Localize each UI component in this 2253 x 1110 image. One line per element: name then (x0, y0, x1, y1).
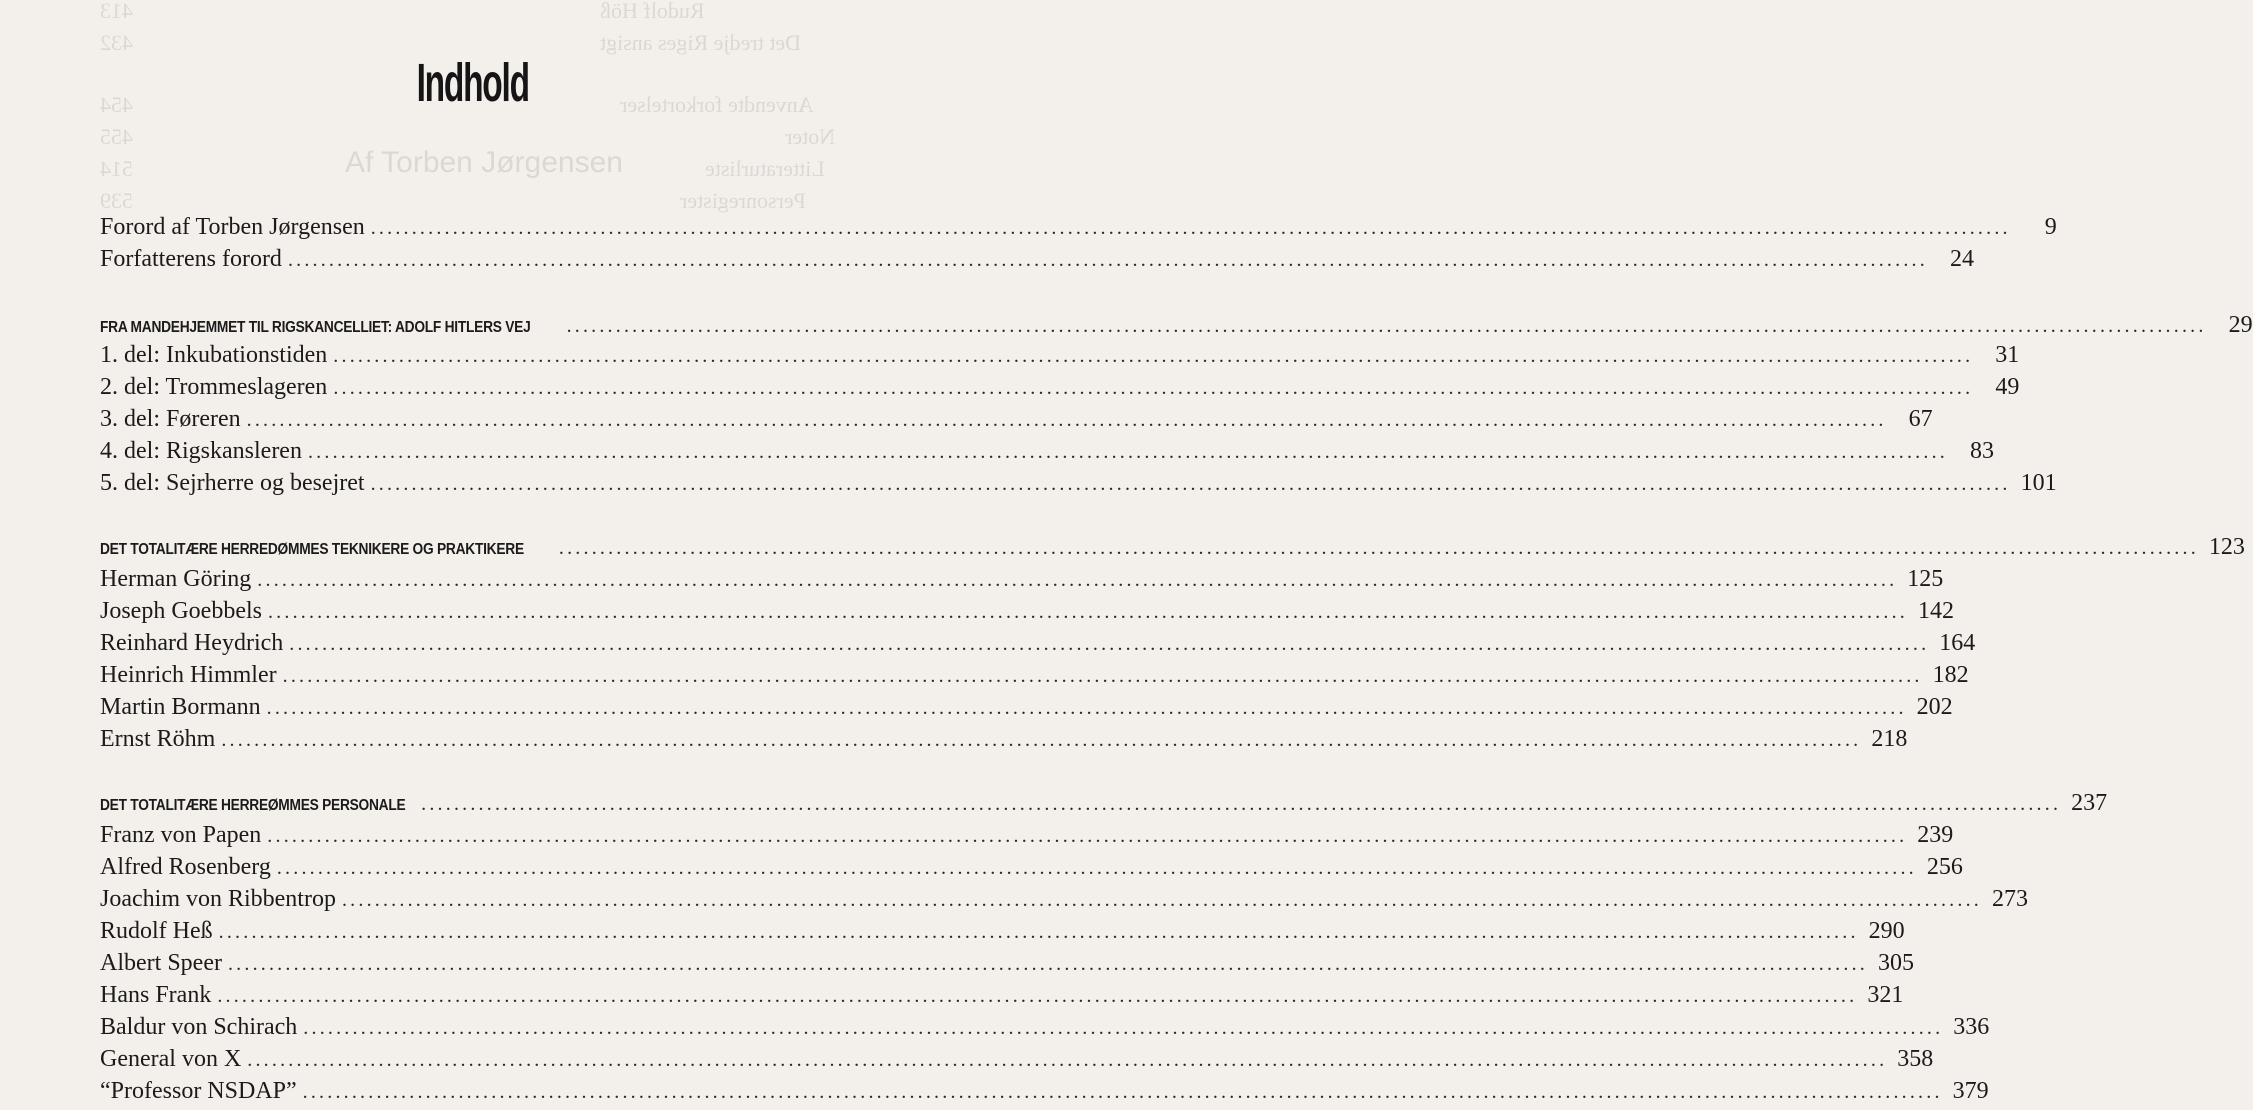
toc-label: General von X (100, 1046, 242, 1072)
dot-leader: ........................................................................................................................................................................................................ (267, 825, 1908, 847)
dot-leader: ........................................................................................................................................................................................................ (276, 857, 1917, 879)
show-through-line: Litteraturliste (705, 156, 825, 181)
toc-label: Forord af Torben Jørgensen (100, 214, 365, 240)
show-through-line: Personregister (680, 188, 806, 213)
dot-leader: ........................................................................................................................................................................................................ (558, 537, 2199, 559)
toc-entry (100, 854, 1963, 886)
toc-label: Franz von Papen (100, 822, 262, 848)
toc-label: Alfred Rosenberg (100, 854, 271, 880)
toc-label: Rudolf Heß (100, 918, 213, 944)
toc-entry (100, 566, 1944, 598)
toc-label: 2. del: Trommeslageren (100, 374, 328, 400)
dot-leader: ........................................................................................................................................................................................................ (227, 953, 1868, 975)
toc-entry (100, 950, 1914, 982)
show-through-line: Rudolf Höß (600, 0, 705, 23)
toc-label: FRA MANDEHJEMMET TIL RIGSKANCELLIET: ADOLF HITLERS VEJ (100, 319, 531, 336)
toc-entry (100, 694, 1953, 726)
toc-page-number: 202 (1916, 694, 1953, 720)
show-through-page: 432 (100, 30, 133, 55)
page-title: Indhold (416, 53, 529, 113)
dot-leader: ........................................................................................................................................................................................................ (421, 793, 2062, 815)
show-through-line: Det tredje Riges ansigt (600, 30, 802, 55)
toc-entry (100, 342, 2020, 374)
toc-label: Martin Bormann (100, 694, 261, 720)
toc-entry (100, 470, 2057, 502)
toc-label: Hans Frank (100, 982, 212, 1008)
toc-label: 1. del: Inkubationstiden (100, 342, 328, 368)
dot-leader: ........................................................................................................................................................................................................ (266, 697, 1907, 719)
toc-entry (100, 438, 1994, 470)
toc-label: Herman Göring (100, 566, 252, 592)
toc-label: 4. del: Rigskansleren (100, 438, 302, 464)
toc-entry (100, 1014, 1990, 1046)
toc-entry (100, 214, 2057, 246)
toc-page-number: 358 (1897, 1046, 1934, 1072)
toc-page-number: 321 (1867, 982, 1904, 1008)
toc-page-number: 237 (2071, 790, 2108, 816)
toc-page-number: 125 (1907, 566, 1944, 592)
toc-section-heading (100, 534, 2245, 566)
dot-leader: ........................................................................................................................................................................................................ (218, 921, 1859, 943)
toc-page-number: 290 (1868, 918, 1905, 944)
dot-leader: ........................................................................................................................................................................................................ (307, 441, 1948, 463)
show-through-page: 455 (100, 124, 133, 149)
dot-leader: ........................................................................................................................................................................................................ (267, 601, 1908, 623)
dot-leader: ........................................................................................................................................................................................................ (333, 377, 1974, 399)
toc-page-number: 101 (2020, 470, 2057, 496)
toc-page-number: 182 (1932, 662, 1969, 688)
toc-label: DET TOTALITÆRE HERREØMMES PERSONALE (100, 797, 406, 814)
toc-page-number: 218 (1871, 726, 1908, 752)
toc-entry (100, 982, 1904, 1014)
toc-entry (100, 406, 1933, 438)
toc-page-number: 164 (1939, 630, 1976, 656)
toc-page-number: 24 (1949, 246, 1974, 272)
dot-leader: ........................................................................................................................................................................................................ (302, 1081, 1943, 1103)
toc-entry (100, 886, 2028, 918)
dot-leader: ........................................................................................................................................................................................................ (370, 217, 2011, 239)
dot-leader: ........................................................................................................................................................................................................ (370, 473, 2011, 495)
toc-label: Forfatterens forord (100, 246, 282, 272)
dot-leader: ........................................................................................................................................................................................................ (221, 729, 1862, 751)
show-through-page: 539 (100, 188, 133, 213)
show-through-page: 413 (100, 0, 133, 23)
toc-label: 3. del: Føreren (100, 406, 241, 432)
toc-entry (100, 1078, 1989, 1110)
dot-leader: ........................................................................................................................................................................................................ (287, 249, 1928, 271)
dot-leader: ........................................................................................................................................................................................................ (282, 665, 1923, 687)
dot-leader: ........................................................................................................................................................................................................ (217, 985, 1858, 1007)
toc-page-number: 123 (2208, 534, 2245, 560)
toc-label: Albert Speer (100, 950, 222, 976)
show-through-heading: Af Torben Jørgensen (345, 146, 623, 179)
show-through-line: Anvendte forkortelser (620, 92, 814, 117)
toc-label: Joseph Goebbels (100, 598, 262, 624)
dot-leader: ........................................................................................................................................................................................................ (246, 409, 1887, 431)
toc-entry (100, 630, 1976, 662)
toc-label: Reinhard Heydrich (100, 630, 284, 656)
dot-leader: ........................................................................................................................................................................................................ (341, 889, 1982, 911)
toc-section-heading (100, 790, 2108, 822)
toc-label: Baldur von Schirach (100, 1014, 298, 1040)
dot-leader: ........................................................................................................................................................................................................ (303, 1017, 1944, 1039)
dot-leader: ........................................................................................................................................................................................................ (257, 569, 1898, 591)
toc-page-number: 273 (1991, 886, 2028, 912)
toc-label: Joachim von Ribbentrop (100, 886, 336, 912)
dot-leader: ........................................................................................................................................................................................................ (289, 633, 1930, 655)
toc-entry (100, 246, 1974, 278)
show-through-page: 454 (100, 92, 133, 117)
toc-page-number: 9 (2044, 214, 2057, 240)
toc-section-heading (100, 312, 2253, 344)
dot-leader: ........................................................................................................................................................................................................ (566, 315, 2207, 337)
toc-entry (100, 374, 2020, 406)
toc-entry (100, 662, 1969, 694)
toc-label: DET TOTALITÆRE HERREDØMMES TEKNIKERE OG PRAKTIKERE (100, 541, 524, 558)
toc-label: Ernst Röhm (100, 726, 216, 752)
toc-label: 5. del: Sejrherre og besejret (100, 470, 365, 496)
toc-entry (100, 726, 1908, 758)
show-through-page: 514 (100, 156, 133, 181)
toc-entry (100, 822, 1954, 854)
dot-leader: ........................................................................................................................................................................................................ (247, 1049, 1888, 1071)
toc-page-number: 31 (1995, 342, 2020, 368)
toc-entry (100, 918, 1905, 950)
toc-entry (100, 598, 1954, 630)
toc-page-number: 29 (2228, 312, 2253, 338)
toc-page-number: 379 (1952, 1078, 1989, 1104)
toc-page-number: 49 (1995, 374, 2020, 400)
toc-page-number: 256 (1926, 854, 1963, 880)
show-through-line: Noter (785, 124, 836, 149)
toc-page-number: 336 (1953, 1014, 1990, 1040)
toc-page-number: 305 (1877, 950, 1914, 976)
toc-page-number: 67 (1908, 406, 1933, 432)
toc-label: “Professor NSDAP” (100, 1078, 297, 1104)
toc-label: Heinrich Himmler (100, 662, 277, 688)
toc-page-number: 142 (1917, 598, 1954, 624)
toc-page-number: 83 (1969, 438, 1994, 464)
dot-leader: ........................................................................................................................................................................................................ (333, 345, 1974, 367)
toc-entry (100, 1046, 1934, 1078)
toc-page-number: 239 (1917, 822, 1954, 848)
